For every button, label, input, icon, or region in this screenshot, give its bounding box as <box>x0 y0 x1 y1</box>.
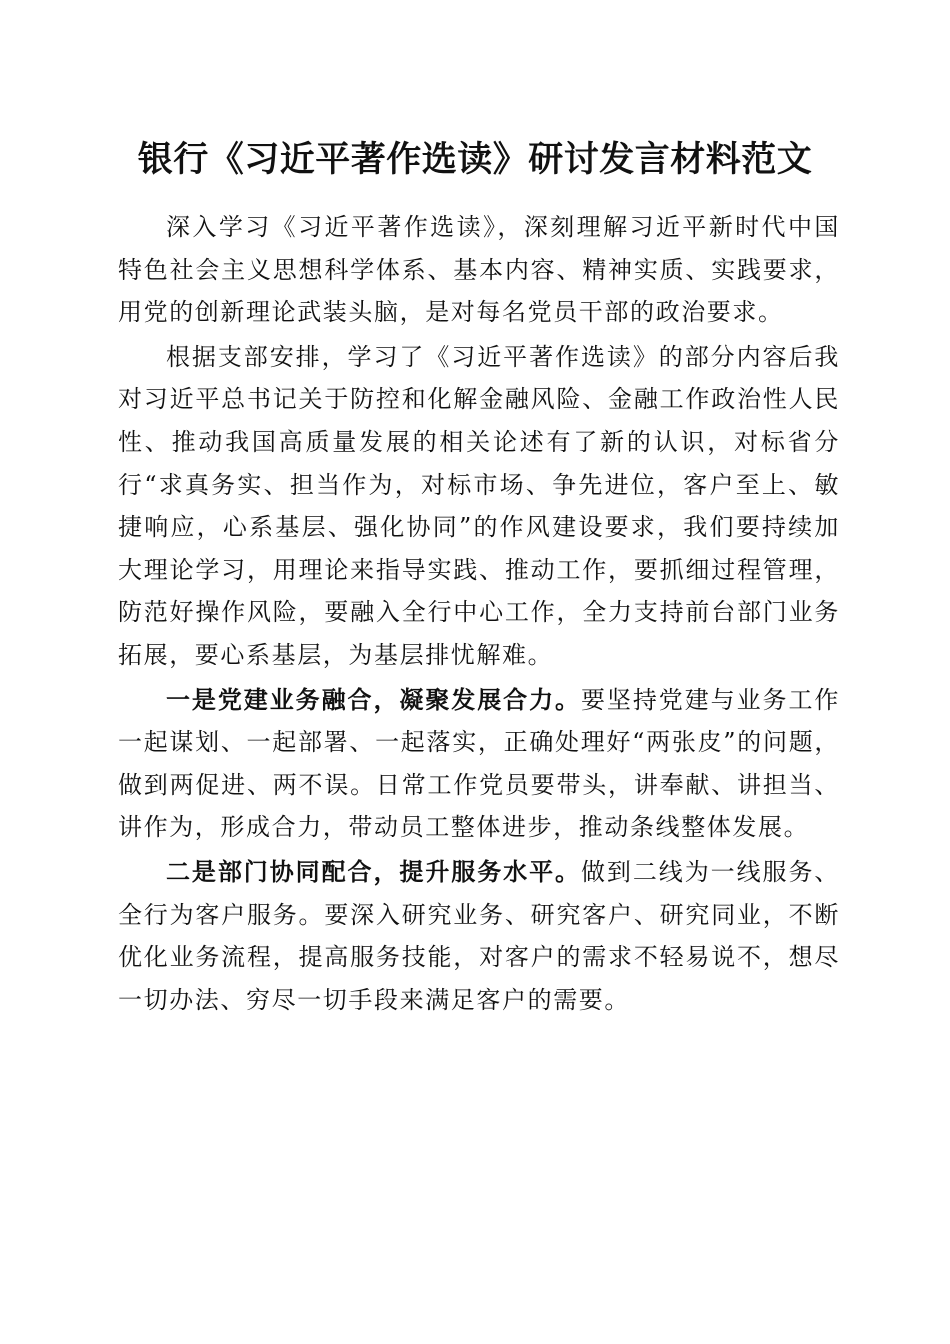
document-title: 银行《习近平著作选读》研讨发言材料范文 <box>137 139 813 180</box>
paragraph-text: 深入学习《习近平著作选读》，深刻理解习近平新时代中国特色社会主义思想科学体系、基本内容、精神实质、实践要求，用党的创新理论武装头脑，是对每名党员干部的政治要求。 <box>118 213 840 327</box>
paragraph-text: 要坚持党建与业务工作一起谋划、一起部署、一起落实，正确处理好“两张皮”的问题，做到两促进、两不误。日常工作党员要带头，讲奉献、讲担当、讲作为，形成合力，带动员工整体进步，推动条线整体发展。 <box>118 685 840 842</box>
document-body <box>118 206 840 1021</box>
paragraph-point-two <box>118 851 840 1021</box>
paragraph-intro <box>118 206 840 334</box>
paragraph-text: 做到二线为一线服务、全行为客户服务。要深入研究业务、研究客户、研究同业，不断优化业务流程，提高服务技能，对客户的需求不轻易说不，想尽一切办法、穷尽一切手段来满足客户的需要。 <box>118 857 840 1014</box>
paragraph-lead-heading: 一是党建业务融合，凝聚发展合力。 <box>166 684 581 714</box>
paragraph-text: 根据支部安排，学习了《习近平著作选读》的部分内容后我对习近平总书记关于防控和化解金融风险、金融工作政治性人民性、推动我国高质量发展的相关论述有了新的认识，对标省分行“求真务实、担当作为，对标市场、争先进位，客户至上、敏捷响应，心系基层、强化协同”的作风建设要求，我们要持续加大理论学习，用理论来指导实践、推动工作，要抓细过程管理，防范好操作风险，要融入全行中心工作，全力支持前台部门业务拓展，要心系基层，为基层排忧解难。 <box>118 342 840 669</box>
paragraph-lead-heading: 二是部门协同配合，提升服务水平。 <box>166 856 581 886</box>
paragraph-background <box>118 336 840 677</box>
paragraph-point-one <box>118 679 840 849</box>
